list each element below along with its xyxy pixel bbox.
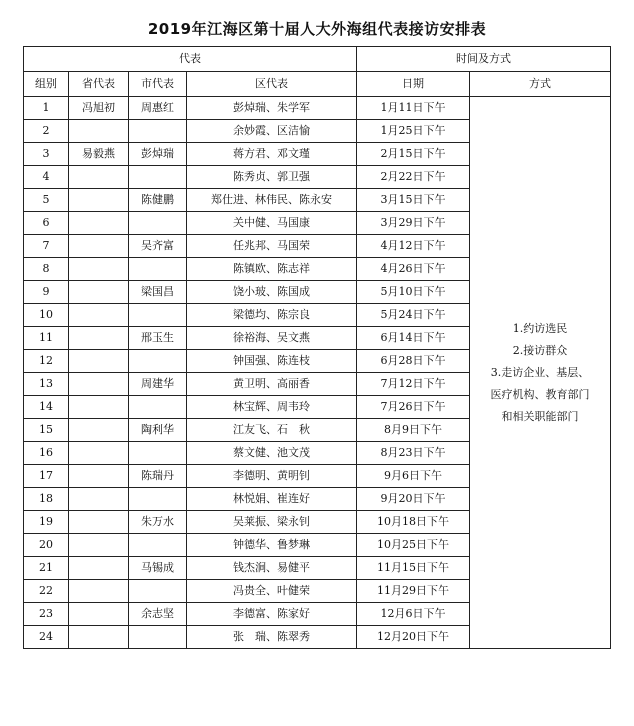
provincial-cell: 冯旭初 xyxy=(69,97,129,120)
district-cell: 蔡文健、池文茂 xyxy=(187,442,357,465)
provincial-cell xyxy=(69,580,129,603)
date-cell: 8月9日下午 xyxy=(357,419,470,442)
municipal-cell xyxy=(129,166,187,189)
method-line: 医疗机构、教育部门 xyxy=(490,387,590,401)
date-cell: 11月15日下午 xyxy=(357,557,470,580)
municipal-cell xyxy=(129,304,187,327)
district-cell: 彭焯瑞、朱学军 xyxy=(187,97,357,120)
municipal-cell xyxy=(129,626,187,649)
municipal-cell xyxy=(129,442,187,465)
district-cell: 余妙霞、区洁愉 xyxy=(187,120,357,143)
date-cell: 1月11日下午 xyxy=(357,97,470,120)
date-cell: 5月24日下午 xyxy=(357,304,470,327)
group-cell: 11 xyxy=(24,327,69,350)
provincial-cell xyxy=(69,189,129,212)
municipal-cell xyxy=(129,396,187,419)
group-cell: 1 xyxy=(24,97,69,120)
date-cell: 7月26日下午 xyxy=(357,396,470,419)
date-cell: 1月25日下午 xyxy=(357,120,470,143)
provincial-cell xyxy=(69,258,129,281)
header-district: 区代表 xyxy=(187,72,357,97)
provincial-cell xyxy=(69,120,129,143)
header-method: 方式 xyxy=(470,72,611,97)
group-cell: 20 xyxy=(24,534,69,557)
municipal-cell: 彭焯瑞 xyxy=(129,143,187,166)
district-cell: 饶小玻、陈国成 xyxy=(187,281,357,304)
district-cell: 关中健、马国康 xyxy=(187,212,357,235)
header-row-sub xyxy=(24,72,611,97)
district-cell: 黄卫明、高丽香 xyxy=(187,373,357,396)
provincial-cell xyxy=(69,304,129,327)
municipal-cell xyxy=(129,258,187,281)
document-title: 2019年江海区第十届人大外海组代表接访安排表 xyxy=(147,20,487,38)
provincial-cell xyxy=(69,373,129,396)
schedule-body xyxy=(24,97,611,649)
date-cell: 7月12日下午 xyxy=(357,373,470,396)
group-cell: 14 xyxy=(24,396,69,419)
district-cell: 林宝辉、周韦玲 xyxy=(187,396,357,419)
provincial-cell xyxy=(69,603,129,626)
group-cell: 21 xyxy=(24,557,69,580)
method-line: 3.走访企业、基层、 xyxy=(490,365,590,379)
group-cell: 15 xyxy=(24,419,69,442)
group-cell: 5 xyxy=(24,189,69,212)
municipal-cell xyxy=(129,350,187,373)
group-cell: 13 xyxy=(24,373,69,396)
municipal-cell: 朱万水 xyxy=(129,511,187,534)
provincial-cell xyxy=(69,442,129,465)
header-provincial: 省代表 xyxy=(69,72,129,97)
district-cell: 李德富、陈家好 xyxy=(187,603,357,626)
date-cell: 4月12日下午 xyxy=(357,235,470,258)
method-line: 和相关职能部门 xyxy=(501,409,579,423)
provincial-cell xyxy=(69,166,129,189)
schedule-table xyxy=(23,46,611,649)
district-cell: 陈秀贞、郭卫强 xyxy=(187,166,357,189)
provincial-cell xyxy=(69,350,129,373)
date-cell: 4月26日下午 xyxy=(357,258,470,281)
header-time-method: 时间及方式 xyxy=(357,47,611,72)
group-cell: 16 xyxy=(24,442,69,465)
provincial-cell xyxy=(69,488,129,511)
district-cell: 钟国强、陈连枝 xyxy=(187,350,357,373)
provincial-cell xyxy=(69,235,129,258)
group-cell: 9 xyxy=(24,281,69,304)
group-cell: 2 xyxy=(24,120,69,143)
date-cell: 3月29日下午 xyxy=(357,212,470,235)
group-cell: 24 xyxy=(24,626,69,649)
group-cell: 18 xyxy=(24,488,69,511)
provincial-cell xyxy=(69,557,129,580)
district-cell: 钱杰涧、易健平 xyxy=(187,557,357,580)
group-cell: 6 xyxy=(24,212,69,235)
date-cell: 3月15日下午 xyxy=(357,189,470,212)
provincial-cell xyxy=(69,419,129,442)
date-cell: 9月6日下午 xyxy=(357,465,470,488)
date-cell: 2月15日下午 xyxy=(357,143,470,166)
provincial-cell xyxy=(69,534,129,557)
date-cell: 10月18日下午 xyxy=(357,511,470,534)
municipal-cell: 陶利华 xyxy=(129,419,187,442)
municipal-cell: 陈健鹏 xyxy=(129,189,187,212)
municipal-cell: 陈瑞丹 xyxy=(129,465,187,488)
district-cell: 梁德均、陈宗良 xyxy=(187,304,357,327)
date-cell: 6月14日下午 xyxy=(357,327,470,350)
group-cell: 17 xyxy=(24,465,69,488)
municipal-cell xyxy=(129,534,187,557)
group-cell: 23 xyxy=(24,603,69,626)
district-cell: 李德明、黄明钊 xyxy=(187,465,357,488)
header-date: 日期 xyxy=(357,72,470,97)
municipal-cell: 周建华 xyxy=(129,373,187,396)
district-cell: 冯贵全、叶健荣 xyxy=(187,580,357,603)
district-cell: 江友飞、石 秋 xyxy=(187,419,357,442)
group-cell: 19 xyxy=(24,511,69,534)
date-cell: 2月22日下午 xyxy=(357,166,470,189)
municipal-cell: 马锡成 xyxy=(129,557,187,580)
provincial-cell xyxy=(69,511,129,534)
date-cell: 12月20日下午 xyxy=(357,626,470,649)
district-cell: 陈镇欧、陈志祥 xyxy=(187,258,357,281)
table-row xyxy=(24,97,611,120)
group-cell: 12 xyxy=(24,350,69,373)
district-cell: 任兆邦、马国荣 xyxy=(187,235,357,258)
municipal-cell xyxy=(129,120,187,143)
group-cell: 7 xyxy=(24,235,69,258)
municipal-cell xyxy=(129,580,187,603)
provincial-cell: 易毅燕 xyxy=(69,143,129,166)
municipal-cell xyxy=(129,212,187,235)
district-cell: 张 瑞、陈翠秀 xyxy=(187,626,357,649)
group-cell: 10 xyxy=(24,304,69,327)
method-cell xyxy=(470,97,611,649)
date-cell: 12月6日下午 xyxy=(357,603,470,626)
provincial-cell xyxy=(69,212,129,235)
municipal-cell: 吴齐富 xyxy=(129,235,187,258)
group-cell: 8 xyxy=(24,258,69,281)
provincial-cell xyxy=(69,626,129,649)
municipal-cell xyxy=(129,488,187,511)
municipal-cell: 周惠红 xyxy=(129,97,187,120)
district-cell: 林悦娟、崔连好 xyxy=(187,488,357,511)
date-cell: 10月25日下午 xyxy=(357,534,470,557)
district-cell: 徐裕海、吴文燕 xyxy=(187,327,357,350)
header-municipal: 市代表 xyxy=(129,72,187,97)
date-cell: 11月29日下午 xyxy=(357,580,470,603)
date-cell: 5月10日下午 xyxy=(357,281,470,304)
district-cell: 吴莱振、梁永钊 xyxy=(187,511,357,534)
group-cell: 3 xyxy=(24,143,69,166)
header-representatives: 代表 xyxy=(24,47,357,72)
group-cell: 4 xyxy=(24,166,69,189)
district-cell: 郑仕进、林伟民、陈永安 xyxy=(187,189,357,212)
provincial-cell xyxy=(69,465,129,488)
method-line: 1.约访选民 xyxy=(512,321,568,335)
district-cell: 蒋方君、邓文瑾 xyxy=(187,143,357,166)
header-group: 组别 xyxy=(24,72,69,97)
municipal-cell: 余志坚 xyxy=(129,603,187,626)
provincial-cell xyxy=(69,327,129,350)
header-row-top xyxy=(24,47,611,72)
municipal-cell: 邢玉生 xyxy=(129,327,187,350)
provincial-cell xyxy=(69,396,129,419)
municipal-cell: 梁国昌 xyxy=(129,281,187,304)
provincial-cell xyxy=(69,281,129,304)
group-cell: 22 xyxy=(24,580,69,603)
date-cell: 9月20日下午 xyxy=(357,488,470,511)
method-line: 2.接访群众 xyxy=(512,343,568,357)
date-cell: 6月28日下午 xyxy=(357,350,470,373)
date-cell: 8月23日下午 xyxy=(357,442,470,465)
district-cell: 钟德华、鲁梦琳 xyxy=(187,534,357,557)
